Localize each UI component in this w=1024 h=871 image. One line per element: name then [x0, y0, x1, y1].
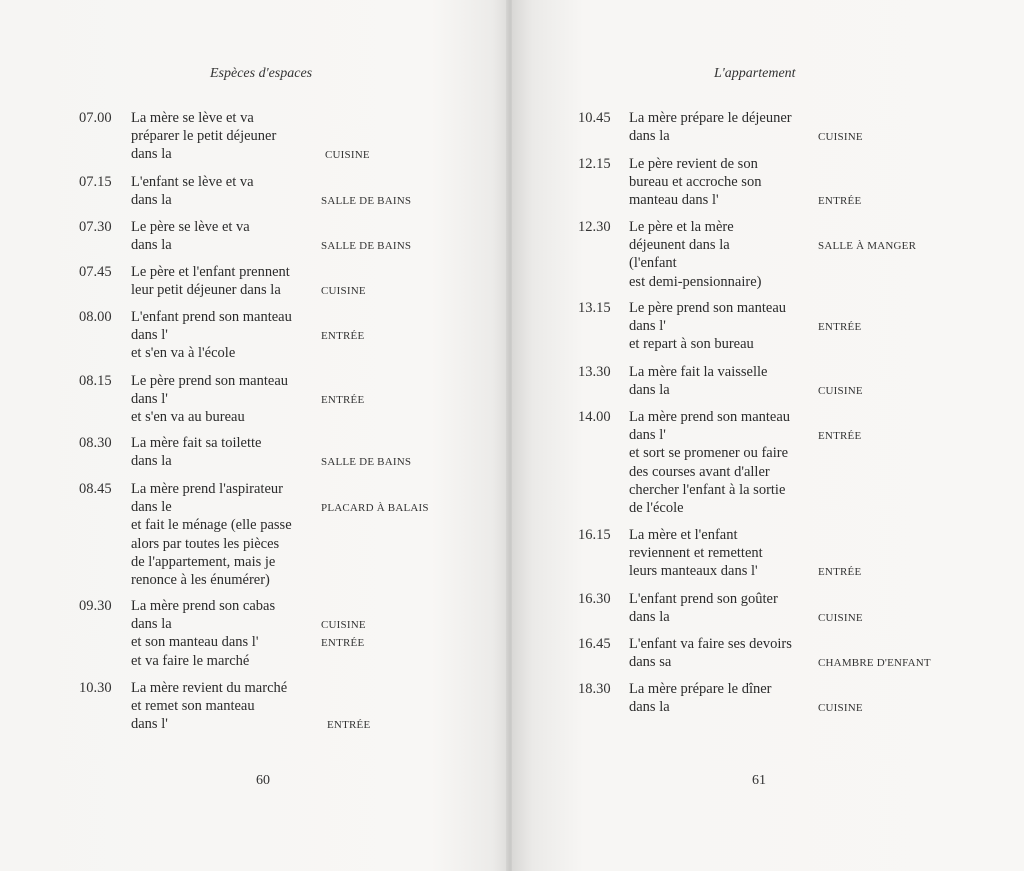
entry-text-line: (l'enfant	[629, 255, 677, 272]
entry-text-line: dans la	[629, 609, 670, 626]
entry-text-line: dans l'	[131, 716, 168, 733]
entry-text-line: et repart à son bureau	[629, 336, 754, 353]
entry-text-line: La mère prend son cabas	[131, 598, 276, 614]
entry-text-line: dans la	[131, 192, 172, 209]
entry-text-line: et s'en va à l'école	[131, 345, 236, 362]
entry-text-line: Le père prend son manteau	[629, 300, 787, 316]
schedule-entry	[512, 300, 1024, 355]
entry-text-line: L'enfant va faire ses devoirs	[629, 636, 792, 652]
entry-text-line: dans le	[131, 499, 172, 516]
schedule-entry	[0, 219, 508, 255]
entry-text-line: dans la	[629, 128, 670, 145]
room-label: ENTRÉE	[818, 565, 862, 578]
left-schedule	[0, 0, 508, 871]
schedule-entry	[0, 481, 508, 590]
room-label: ENTRÉE	[321, 329, 365, 342]
entry-time: 13.15	[578, 300, 611, 316]
entry-text-line: La mère fait sa toilette	[131, 435, 262, 451]
left-page-number: 60	[256, 773, 270, 788]
room-label: CUISINE	[321, 284, 366, 297]
room-label: ENTRÉE	[321, 393, 365, 406]
schedule-entry	[0, 435, 508, 471]
entry-text-line: Le père et la mère	[629, 219, 734, 235]
entry-text-line: La mère fait la vaisselle	[629, 364, 768, 380]
entry-text-line: alors par toutes les pièces	[131, 535, 280, 552]
entry-text-line: renonce à les énumérer)	[131, 572, 270, 588]
room-label: CUISINE	[818, 611, 863, 624]
room-label: SALLE À MANGER	[818, 239, 917, 252]
right-schedule	[512, 0, 1024, 871]
right-running-head: L'appartement	[714, 66, 796, 81]
entry-time: 10.45	[578, 110, 611, 126]
schedule-entry	[512, 364, 1024, 400]
schedule-entry	[512, 527, 1024, 582]
room-label: ENTRÉE	[818, 194, 862, 207]
entry-text-line: L'enfant se lève et va	[131, 174, 254, 190]
entry-text-line: dans la	[629, 382, 670, 399]
schedule-entry	[0, 598, 508, 671]
entry-text-line: bureau et accroche son	[629, 174, 762, 191]
entry-time: 13.30	[578, 364, 611, 380]
room-label: ENTRÉE	[327, 718, 371, 731]
entry-text-line: et son manteau dans l'	[131, 634, 259, 651]
entry-time: 12.30	[578, 219, 611, 235]
room-label: ENTRÉE	[818, 320, 862, 333]
room-label: ENTRÉE	[321, 636, 365, 649]
entry-text-line: Le père et l'enfant prennent	[131, 264, 290, 280]
room-label: PLACARD À BALAIS	[321, 501, 429, 514]
left-running-head: Espèces d'espaces	[210, 66, 313, 81]
entry-text-line: La mère revient du marché	[131, 680, 288, 696]
entry-text-line: La mère prend son manteau	[629, 409, 791, 425]
entry-text-line: L'enfant prend son goûter	[629, 591, 778, 607]
entry-time: 16.45	[578, 636, 611, 652]
entry-text-line: leurs manteaux dans l'	[629, 563, 758, 580]
entry-text-line: dans sa	[629, 654, 672, 671]
entry-text-line: reviennent et remettent	[629, 545, 763, 562]
entry-text-line: dans l'	[629, 427, 666, 444]
entry-time: 07.15	[79, 174, 112, 190]
entry-text-line: dans la	[131, 146, 172, 163]
entry-time: 12.15	[578, 156, 611, 172]
entry-text-line: Le père prend son manteau	[131, 373, 289, 389]
schedule-entry	[0, 373, 508, 428]
entry-time: 08.30	[79, 435, 112, 451]
schedule-entry	[0, 110, 508, 165]
entry-time: 08.00	[79, 309, 112, 325]
entry-text-line: et sort se promener ou faire	[629, 445, 789, 462]
room-label: SALLE DE BAINS	[321, 194, 412, 207]
schedule-entry	[0, 309, 508, 364]
entry-text-line: de l'appartement, mais je	[131, 553, 276, 570]
entry-text-line: préparer le petit déjeuner	[131, 128, 277, 145]
schedule-entry	[512, 219, 1024, 292]
entry-text-line: manteau dans l'	[629, 192, 719, 209]
right-page	[512, 0, 1024, 871]
schedule-entry	[0, 680, 508, 735]
entry-text-line: dans la	[131, 616, 172, 633]
entry-time: 07.30	[79, 219, 112, 235]
schedule-entry	[512, 156, 1024, 211]
entry-text-line: des courses avant d'aller	[629, 463, 770, 480]
room-label: CUISINE	[818, 130, 863, 143]
schedule-entry	[512, 110, 1024, 146]
entry-text-line: chercher l'enfant à la sortie	[629, 481, 786, 498]
entry-text-line: dans la	[131, 237, 172, 254]
entry-text-line: et va faire le marché	[131, 652, 250, 669]
entry-time: 18.30	[578, 681, 611, 697]
room-label: CUISINE	[818, 701, 863, 714]
schedule-entry	[512, 409, 1024, 518]
entry-text-line: dans l'	[629, 318, 666, 335]
schedule-entry	[512, 591, 1024, 627]
entry-text-line: et s'en va au bureau	[131, 409, 245, 426]
entry-time: 09.30	[79, 598, 112, 614]
entry-text-line: est demi-pensionnaire)	[629, 273, 762, 290]
entry-text-line: dans l'	[131, 391, 168, 408]
entry-text-line: et fait le ménage (elle passe	[131, 517, 292, 534]
schedule-entry	[512, 636, 1024, 672]
room-label: SALLE DE BAINS	[321, 239, 412, 252]
room-label: CUISINE	[321, 618, 366, 631]
right-page-number: 61	[752, 773, 766, 788]
entry-time: 07.45	[79, 264, 112, 280]
room-label: CHAMBRE D'ENFANT	[818, 656, 931, 669]
entry-text-line: de l'école	[629, 500, 684, 516]
room-label: CUISINE	[818, 384, 863, 397]
entry-text-line: déjeunent dans la	[629, 237, 730, 254]
entry-text-line: La mère prépare le dîner	[629, 681, 772, 697]
entry-text-line: et remet son manteau	[131, 698, 255, 715]
schedule-entry	[0, 174, 508, 210]
left-page	[0, 0, 508, 871]
entry-time: 10.30	[79, 680, 112, 696]
room-label: SALLE DE BAINS	[321, 455, 412, 468]
entry-text-line: L'enfant prend son manteau	[131, 309, 292, 325]
entry-time: 08.15	[79, 373, 112, 389]
entry-text-line: Le père se lève et va	[131, 219, 250, 235]
entry-text-line: dans l'	[131, 327, 168, 344]
entry-time: 16.30	[578, 591, 611, 607]
entry-text-line: dans la	[131, 453, 172, 470]
entry-text-line: leur petit déjeuner dans la	[131, 282, 281, 299]
schedule-entry	[512, 681, 1024, 717]
entry-time: 07.00	[79, 110, 112, 126]
entry-time: 08.45	[79, 481, 112, 497]
room-label: CUISINE	[325, 148, 370, 161]
entry-text-line: La mère se lève et va	[131, 110, 254, 126]
entry-time: 14.00	[578, 409, 611, 425]
entry-text-line: dans la	[629, 699, 670, 716]
schedule-entry	[0, 264, 508, 300]
entry-text-line: Le père revient de son	[629, 156, 758, 172]
entry-text-line: La mère et l'enfant	[629, 527, 738, 543]
entry-text-line: La mère prend l'aspirateur	[131, 481, 283, 497]
entry-time: 16.15	[578, 527, 611, 543]
room-label: ENTRÉE	[818, 429, 862, 442]
entry-text-line: La mère prépare le déjeuner	[629, 110, 792, 126]
